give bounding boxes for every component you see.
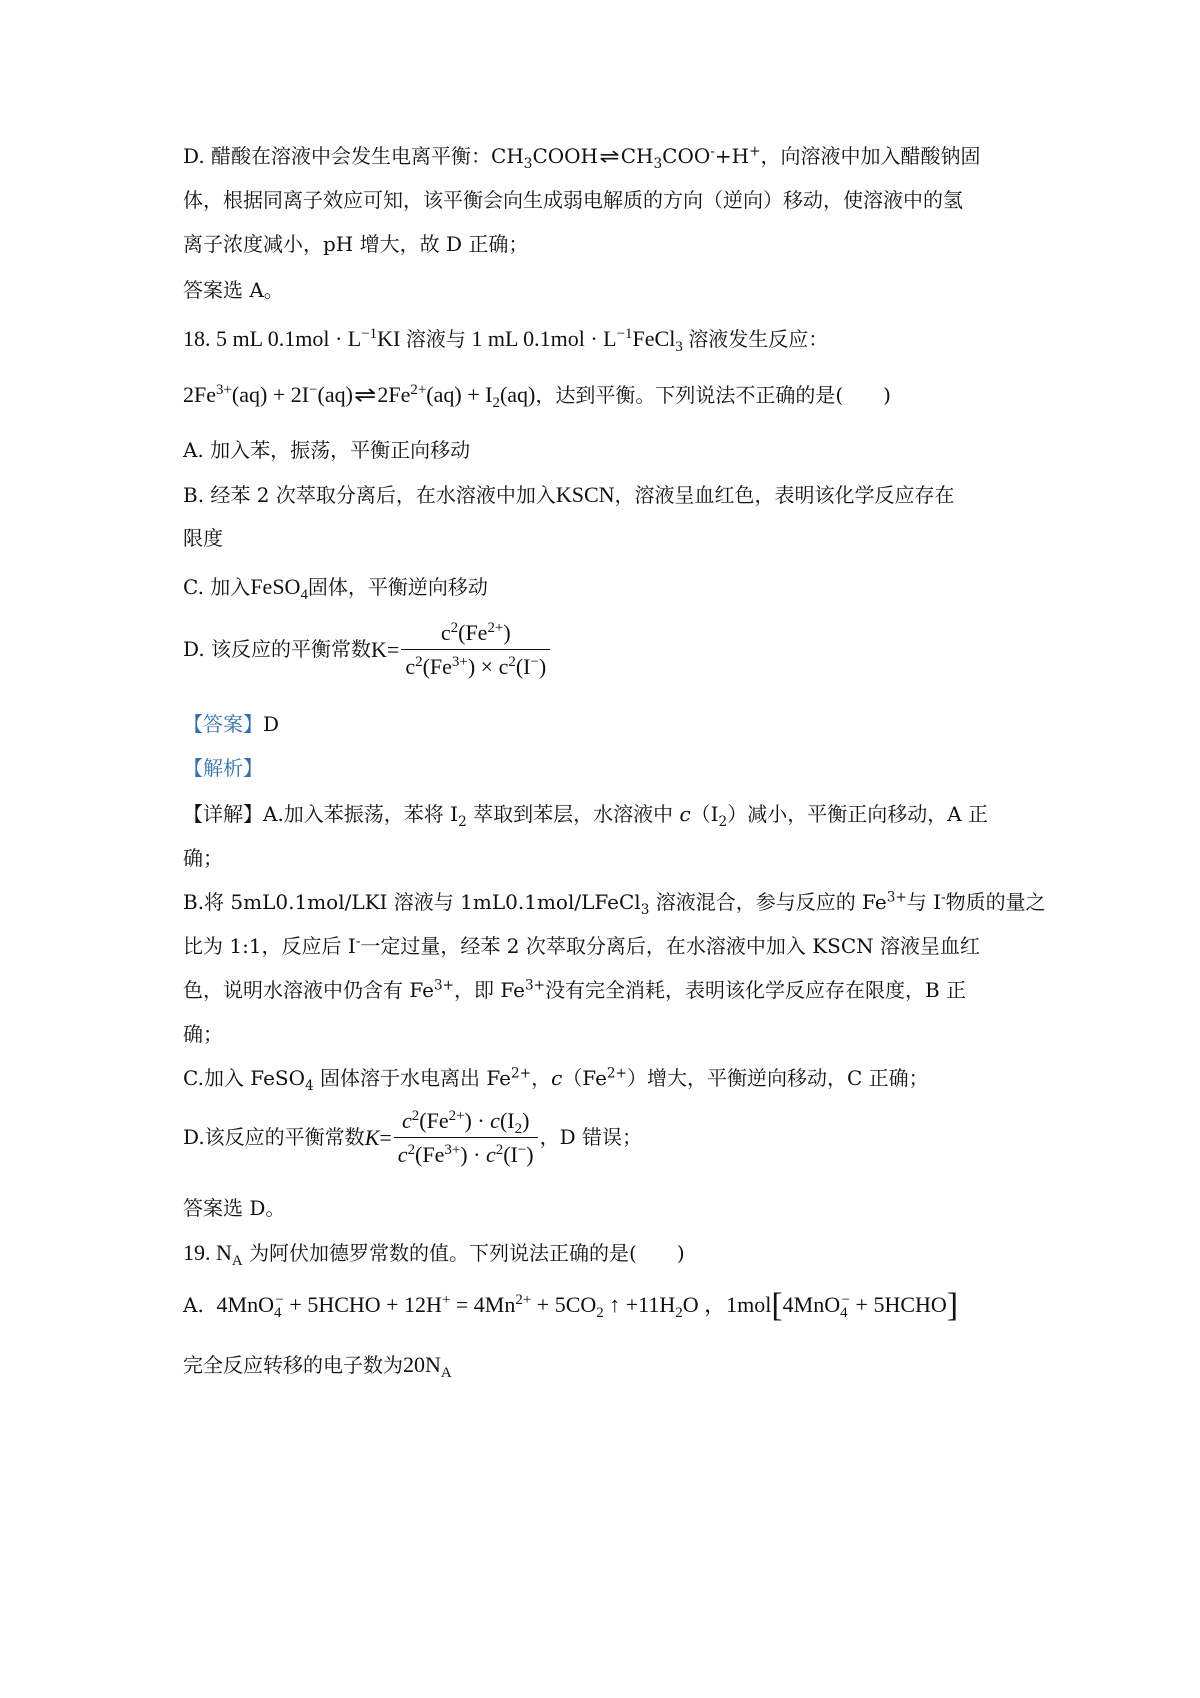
paragraph-d-acetic: D. 醋酸在溶液中会发生电离平衡：$CH_3COOH\rightleftharpoons CH_3COO^-+H^+$，向溶液中加入醋酸钠固: [183, 143, 981, 172]
detail-d: D.该反应的平衡常数K= $\frac{c^2(Fe^{2+}) \cdot c(I_2)}{c^2(Fe^{3+}) \cdot c^2(I^-)}$ ，D 错误；: [183, 1107, 643, 1167]
question-19-stem: 19. $N_A$ 为阿伏加德罗常数的值。下列说法正确的是( ): [183, 1240, 685, 1270]
answer-line-2: 答案选 D。: [183, 1196, 286, 1220]
detail-a: 【详解】A.加入苯振荡，苯将 $I_2$ 萃取到苯层，水溶液中 $c(I_2)$减小，平衡正向移动，A 正: [183, 802, 989, 830]
text: ，即 Fe: [454, 978, 526, 1002]
text: 溶液发生反应：: [688, 327, 829, 351]
option-b: B. 经苯 2 次萃取分离后，在水溶液中加入KSCN，溶液呈血红色，表明该化学反应存在: [183, 482, 955, 507]
equilibrium-fraction: $\frac{c^2(Fe^{2+})}{c^2(Fe^{3+}) \times c^2(I^-)}$: [401, 618, 550, 681]
text: 为阿伏加德罗常数的值。下列说法正确的是( ): [249, 1241, 685, 1265]
text: ，溶液呈血红色，表明该化学反应存在: [614, 483, 955, 507]
text: ）减小，平衡正向移动，A 正: [727, 802, 989, 826]
text: 【详解】A.加入苯振荡，苯将 I: [183, 802, 459, 826]
text: 没有完全消耗，表明该化学反应存在限度，B 正: [545, 978, 967, 1002]
option-d: D. 该反应的平衡常数K= $\frac{c^2(Fe^{2+})}{c^2(Fe^{3+}) \times c^2(I^-)}$: [183, 618, 552, 681]
text: 物质的量之: [945, 890, 1046, 914]
text: D. 该反应的平衡常数: [183, 637, 372, 661]
correct-equilibrium-fraction: $\frac{c^2(Fe^{2+}) \cdot c(I_2)}{c^2(Fe^{3+}) \cdot c^2(I^-)}$: [394, 1106, 538, 1169]
text: D.该反应的平衡常数: [183, 1125, 365, 1149]
text: 萃取到苯层，水溶液中: [466, 802, 674, 826]
detail-b: B.将 5mL0.1mol/LKI 溶液与 1mL0.1mol/LFeCl$_3$ 溶液混合，参与反应的 $Fe^{3+}$与 I-物质的量之: [183, 889, 1046, 918]
text: 固体溶于水电离出 Fe: [313, 1066, 512, 1090]
text: ，向溶液中加入醋酸钠固: [760, 144, 981, 168]
detail-c: C.加入 FeSO$_4$ 固体溶于水电离出 $Fe^{2+}$，$c(Fe^{2+})$增大，平衡逆向移动，C 正确；: [183, 1065, 929, 1094]
detail-b-2: 比为 1:1，反应后 I-一定过量，经苯 2 次萃取分离后，在水溶液中加入 KSCN 溶液呈血红: [183, 933, 981, 958]
text: A.: [183, 1293, 204, 1317]
detail-b-3: 色，说明水溶液中仍含有 $Fe^{3+}$，即 $Fe^{3+}$没有完全消耗，表明该化学反应存在限度，B 正: [183, 977, 967, 1002]
text: 与 I: [906, 890, 941, 914]
text: C. 加入: [183, 575, 251, 599]
text: B. 经苯 2 次萃取分离后，在水溶液中加入: [183, 483, 556, 507]
answer-line: 答案选 A。: [183, 278, 284, 302]
text: 溶液混合，参与反应的 Fe: [649, 890, 887, 914]
paragraph-line: 离子浓度减小，pH 增大，故 D 正确；: [183, 232, 529, 256]
question-18-equation: $2Fe^{3+}(aq)$ + $2I^-(aq)\rightleftharpoons 2Fe^{2+}(aq) + I_2(aq)$，达到平衡。下列说法不正确的是( ): [183, 381, 891, 412]
analysis-label: 【解析】: [183, 756, 263, 780]
text: D: [263, 712, 280, 736]
paragraph-line: 体，根据同离子效应可知，该平衡会向生成弱电解质的方向（逆向）移动，使溶液中的氢: [183, 188, 963, 212]
option-c: C. 加入FeSO$_4$固体，平衡逆向移动: [183, 574, 488, 604]
text: 固体，平衡逆向移动: [307, 575, 488, 599]
text: C.加入 FeSO: [183, 1066, 306, 1090]
text: ，达到平衡。下列说法不正确的是( ): [535, 383, 891, 407]
text: ，D 错误；: [539, 1125, 643, 1149]
text: ）增大，平衡逆向移动，C 正确；: [626, 1066, 929, 1090]
text: 完全反应转移的电子数为: [183, 1353, 403, 1377]
question-19-option-a-cont: 完全反应转移的电子数为$20N_A$: [183, 1352, 452, 1382]
text: ，: [531, 1066, 552, 1090]
text: 比为 1:1，反应后 I: [183, 934, 356, 958]
option-a: A. 加入苯，振荡，平衡正向移动: [183, 438, 471, 462]
text: 一定过量，经苯 2 次萃取分离后，在水溶液中加入 KSCN 溶液呈血红: [360, 934, 981, 958]
question-18-stem: 18. 5 mL $0.1mol \cdot L^{-1}KI$ 溶液与 1 mL $0.1mol \cdot L^{-1}FeCl_3$ 溶液发生反应：: [183, 325, 829, 356]
question-19-option-a: A. 4MnO$_4$− + 5HCHO + $12H^+ = 4Mn^{2+} + 5CO_2$ ↑ $+11H_2O$ ，1mol[4MnO$_4$− + 5HCHO]: [183, 1287, 959, 1324]
option-b-cont: 限度: [183, 526, 223, 550]
text: 【答案】: [183, 712, 263, 736]
answer-label: [183, 710, 279, 739]
text: D. 醋酸在溶液中会发生电离平衡：CH: [183, 144, 524, 168]
text: B.将 5mL0.1mol/LKI 溶液与 1mL0.1mol/LFeCl: [183, 890, 641, 914]
text: 色，说明水溶液中仍含有 Fe: [183, 978, 434, 1002]
detail-a-cont: 确；: [183, 846, 223, 870]
detail-b-4: 确；: [183, 1022, 223, 1046]
